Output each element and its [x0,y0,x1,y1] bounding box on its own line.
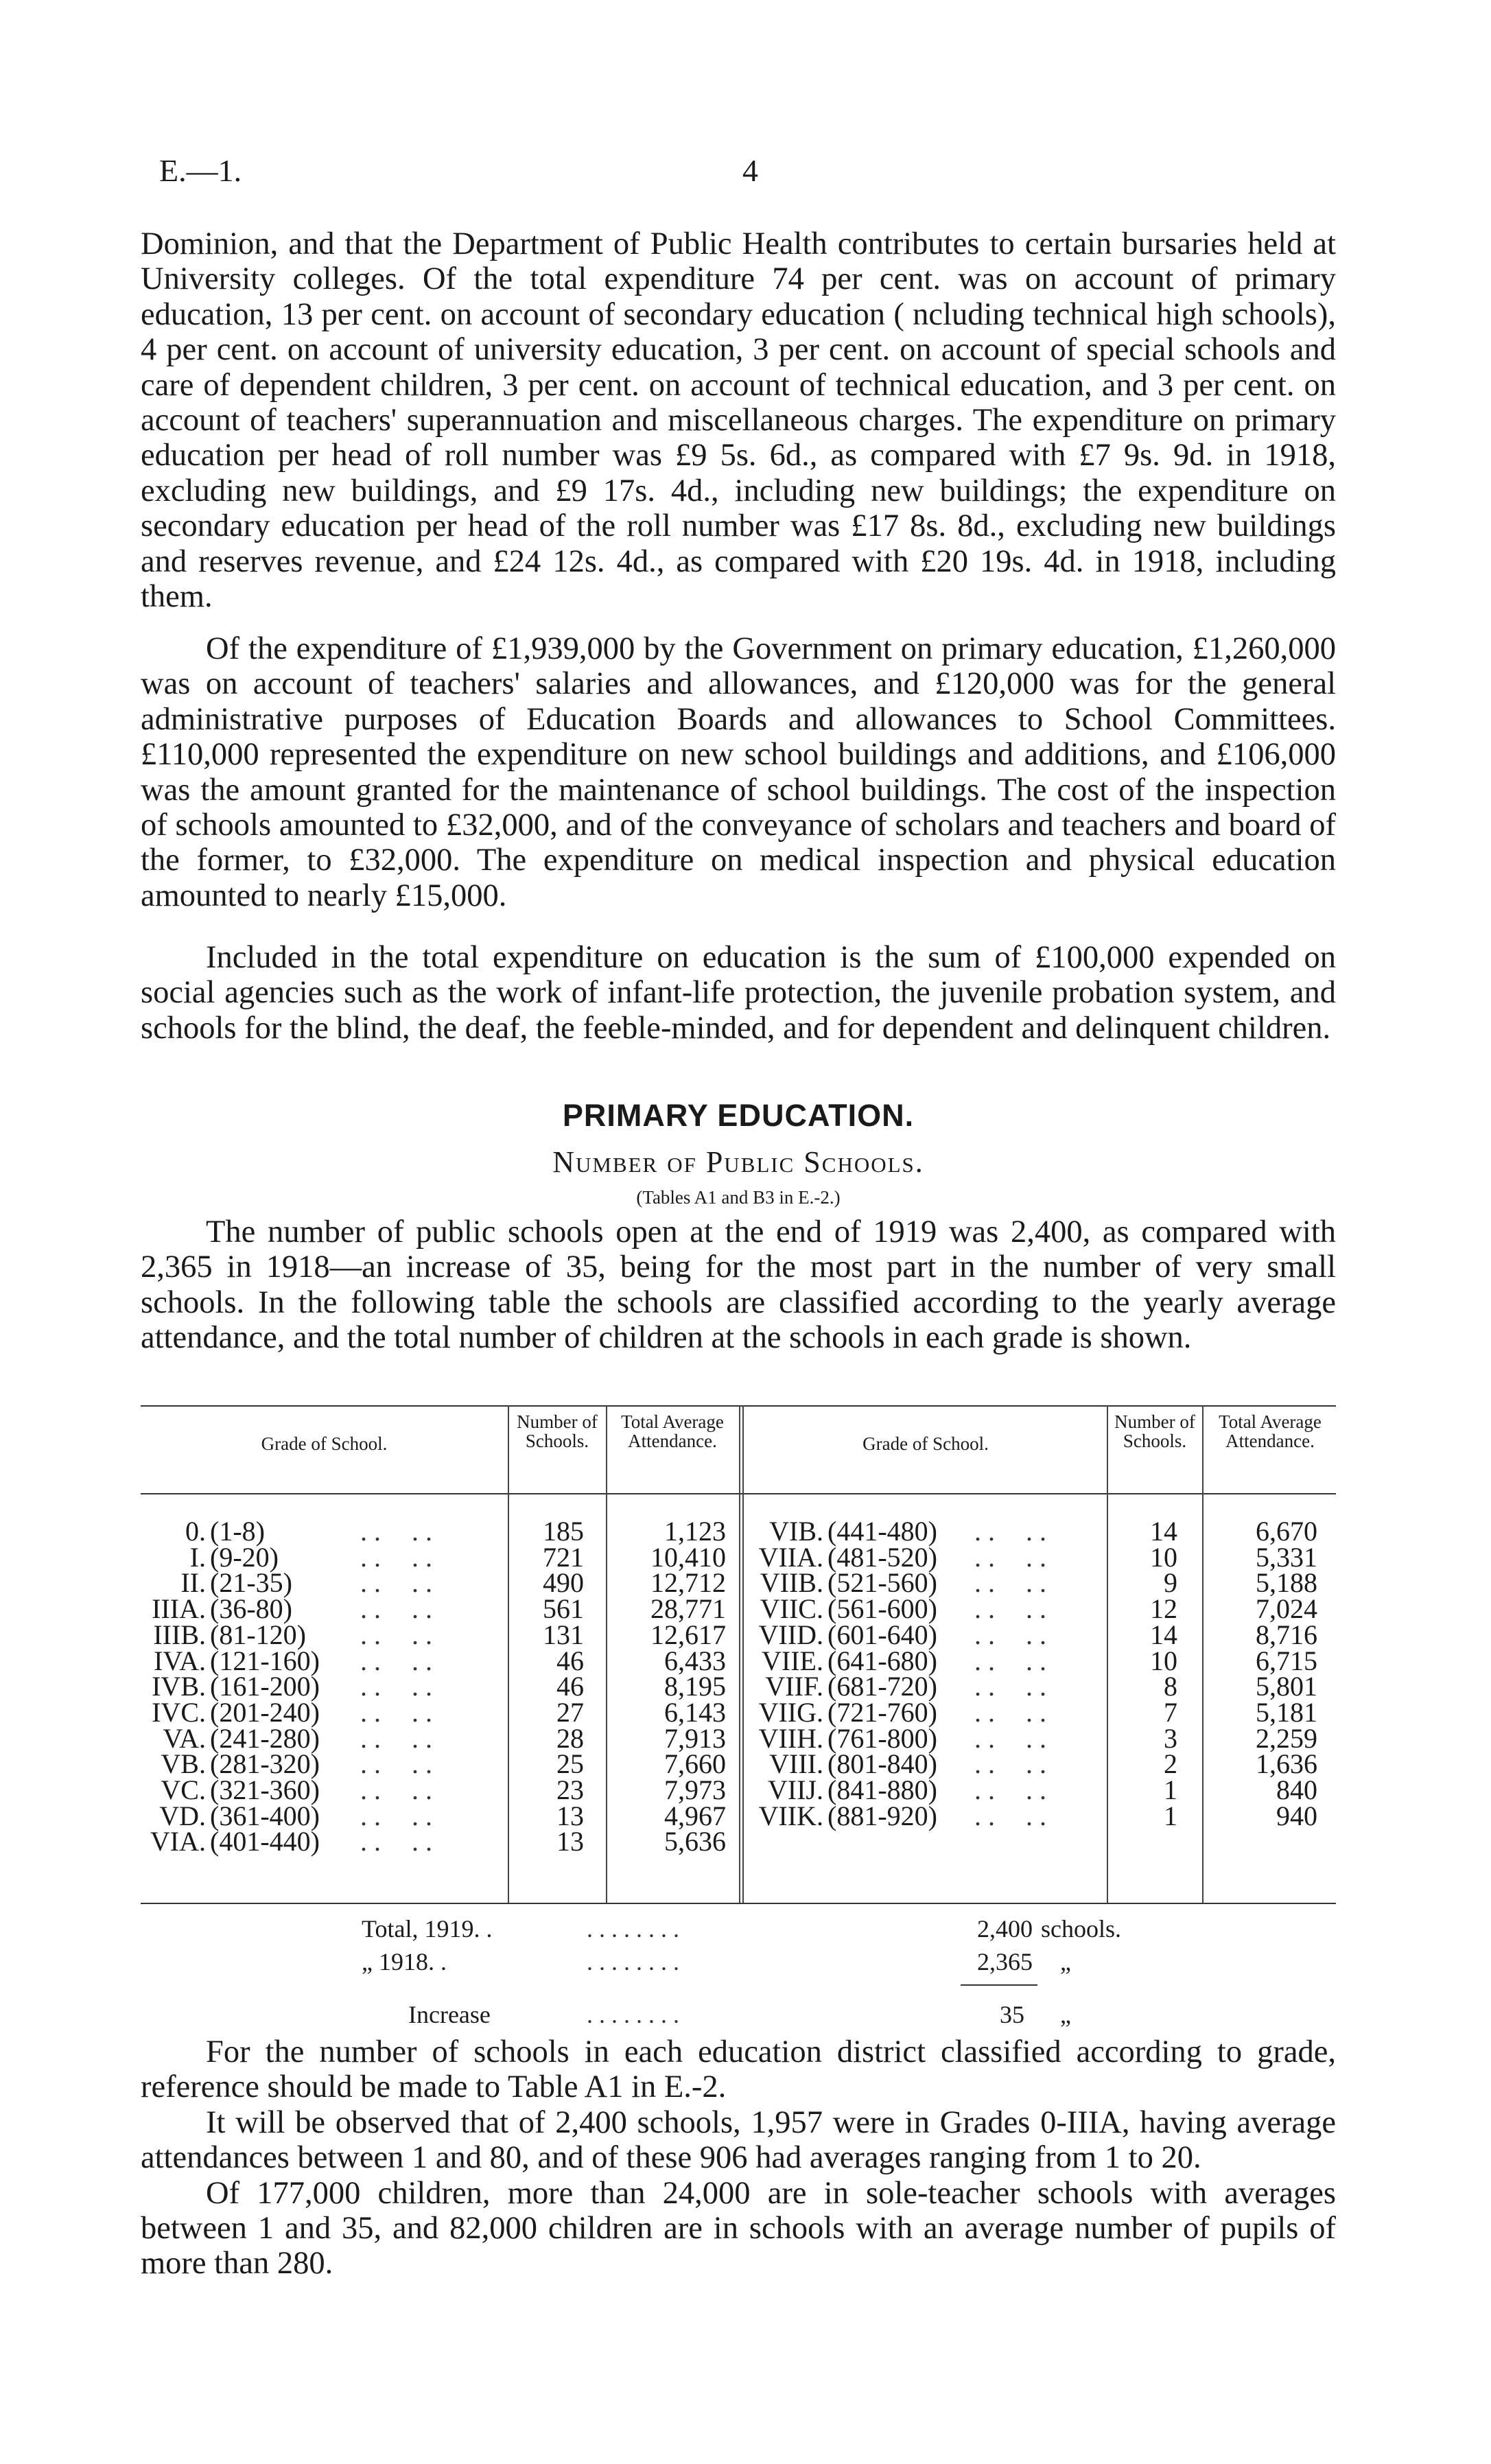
grade-range: (401-440) [210,1826,320,1857]
table-row [744,1645,1336,1676]
grade-code: VB. [161,1748,206,1780]
grade-code: VIII. [769,1748,823,1780]
grade-code: VD. [159,1800,206,1831]
leader-dots: . . [360,1671,381,1702]
number-of-schools: 1 [1164,1800,1177,1831]
leader-dots: . . [412,1593,432,1625]
table-row [744,1722,1336,1754]
closing-paragraphs [141,2034,1336,2281]
total-average-attendance: 6,715 [1256,1645,1317,1676]
grade-range: (521-560) [827,1567,937,1599]
number-of-schools: 46 [556,1671,584,1702]
total-1919-value: 2,400 [977,1915,1033,1943]
leader-dots: . . [974,1774,995,1805]
leader-dots: . . [412,1516,432,1547]
number-of-schools: 8 [1164,1671,1177,1702]
table-row [141,1722,739,1754]
paragraph-children-distribution: Of 177,000 children, more than 24,000 are in sole-teacher schools with averages between 1 and 35, and 82,000 children are in schools with an average number of pupils of more than 280. [141,2175,1336,2281]
table-row [141,1800,739,1831]
grade-code: VIIE. [762,1645,823,1676]
leader-dots: . . [974,1619,995,1650]
page-number: 4 [742,153,758,188]
table-row [744,1593,1336,1625]
total-average-attendance: 28,771 [650,1593,726,1625]
increase-unit: „ [1060,2001,1071,2028]
number-of-schools: 13 [556,1800,584,1831]
totals-rule [961,1984,1037,1986]
grade-code: VC. [161,1774,206,1805]
table-row [141,1619,739,1650]
grade-range: (121-160) [210,1645,320,1676]
number-of-schools: 13 [556,1826,584,1857]
number-of-schools: 25 [556,1748,584,1780]
total-1918-value: 2,365 [977,1948,1033,1975]
header-attendance-left: Total Average Attendance. [621,1411,724,1451]
leader-dots: . . [360,1722,381,1754]
total-1919-label: Total, 1919. . [362,1915,493,1943]
grade-code: VIIC. [760,1593,823,1625]
leader-dots: . . [412,1722,432,1754]
leader-dots: . . [1026,1645,1046,1676]
leader-dots: . . [974,1696,995,1728]
leader-dots: . . [412,1826,432,1857]
number-of-schools: 185 [543,1516,584,1547]
header-grade-right: Grade of School. [862,1433,989,1454]
grade-range: (801-840) [827,1748,937,1780]
grade-range: (561-600) [827,1593,937,1625]
grade-code: VIB. [769,1516,823,1547]
table-col-divider [739,1405,740,1903]
total-average-attendance: 5,188 [1256,1567,1317,1599]
leader-dots: . . [974,1748,995,1780]
leader-dots: . . [974,1516,995,1547]
leader-dots: . . [360,1541,381,1573]
paragraph-text: Included in the total expenditure on education is the sum of £100,000 expended on social agencies such as the work of infant-life protection, the juvenile probation system, and schools for the blind, the deaf, the feeble-minded, and for dependent and delinquent children. [141,940,1336,1046]
leader-dots: . . [974,1671,995,1702]
total-average-attendance: 10,410 [650,1541,726,1573]
leader-dots: . . [412,1800,432,1831]
leader-dots: . . [974,1567,995,1599]
grade-range: (721-760) [827,1696,937,1728]
leader-dots: . . [360,1696,381,1728]
table-row [141,1515,739,1547]
grade-range: (161-200) [210,1671,320,1702]
table-row [744,1541,1336,1573]
total-average-attendance: 1,123 [664,1516,726,1547]
grade-code: VA. [163,1722,206,1754]
leader-dots: . . [412,1619,432,1650]
number-of-schools: 131 [543,1619,584,1650]
leader-dots: . . [412,1774,432,1805]
document-code: E.—1. [159,153,242,188]
table-row [141,1748,739,1780]
header-grade-left: Grade of School. [261,1433,388,1454]
grade-code: VIIG. [758,1696,823,1728]
total-average-attendance: 7,913 [664,1722,726,1754]
leader-dots: . . [1026,1593,1046,1625]
grade-range: (601-640) [827,1619,937,1650]
paragraph-text: Dominion, and that the Department of Public Health contributes to certain bursaries held at University colleges. Of the total expenditure 74 per cent. was on account of primary education, 13 per cent. on account of secondary education ( ncluding technical high schools), 4 per cent. on account of university education, 3 per cent. on account of special schools and care of dependent children, 3 per cent. on account of technical education, and 3 per cent. on account of teachers' superannuation and miscellaneous charges. The expenditure on primary education per head of roll number was £9 5s. 6d., as compared with £7 9s. 9d. in 1918, excluding new buildings, and £9 17s. 4d., including new buildings; the expenditure on secondary education per head of the roll number was £17 8s. 8d., excluding new buildings and reserves revenue, and £24 12s. 4d., as compared with £20 19s. 4d. in 1918, including them. [141,226,1336,615]
grade-range: (761-800) [827,1722,937,1754]
leader-dots: . . [360,1774,381,1805]
leader-dots: . . [412,1671,432,1702]
paragraph-expenditure-breakdown [141,226,1336,614]
table-row [744,1619,1336,1650]
grade-range: (321-360) [210,1774,320,1805]
leader-dots: . . [1026,1516,1046,1547]
leader-dots: . . [360,1567,381,1599]
leader-dots: . . [974,1722,995,1754]
total-1919-unit: schools. [1041,1915,1121,1943]
section-subtitle: Number of Public Schools. [552,1145,924,1179]
total-average-attendance: 5,181 [1256,1696,1317,1728]
total-average-attendance: 2,259 [1256,1722,1317,1754]
number-of-schools: 46 [556,1645,584,1676]
total-average-attendance: 8,195 [664,1671,726,1702]
total-average-attendance: 7,660 [664,1748,726,1780]
paragraph-social-agencies [141,940,1336,1046]
total-average-attendance: 6,670 [1256,1516,1317,1547]
table-row [744,1670,1336,1702]
total-average-attendance: 12,712 [650,1567,726,1599]
grade-range: (281-320) [210,1748,320,1780]
table-row [744,1696,1336,1728]
leader-dots: . . [974,1645,995,1676]
grade-range: (9-20) [210,1541,279,1573]
grade-code: 0. [185,1516,206,1547]
table-row [744,1567,1336,1599]
table-row [141,1825,739,1857]
table-col-divider [742,1405,744,1903]
grade-code: VIIJ. [767,1774,823,1805]
number-of-schools: 561 [543,1593,584,1625]
leader-dots: . . [412,1696,432,1728]
total-average-attendance: 5,801 [1256,1671,1317,1702]
number-of-schools: 14 [1150,1516,1177,1547]
leader-dots: . . [1026,1567,1046,1599]
total-average-attendance: 4,967 [664,1800,726,1831]
leader-dots: . . [412,1541,432,1573]
leader-dots: . . [1026,1696,1046,1728]
table-row [141,1774,739,1805]
grade-range: (481-520) [827,1541,937,1573]
leader-dots: . . [360,1645,381,1676]
total-1918-leader: . . . . . . . . [587,1948,679,1975]
number-of-schools: 23 [556,1774,584,1805]
total-1919-leader: . . . . . . . . [587,1915,679,1943]
schools-grade-table [141,1405,1336,1906]
leader-dots: . . [1026,1619,1046,1650]
grade-range: (81-120) [210,1619,306,1650]
total-average-attendance: 5,331 [1256,1541,1317,1573]
number-of-schools: 1 [1164,1774,1177,1805]
total-average-attendance: 1,636 [1256,1748,1317,1780]
grade-code: VIA. [150,1826,206,1857]
table-row [141,1541,739,1573]
grade-range: (1-8) [210,1516,265,1547]
grade-range: (881-920) [827,1800,937,1831]
number-of-schools: 490 [543,1567,584,1599]
table-top-rule [141,1405,1336,1407]
leader-dots: . . [974,1541,995,1573]
total-1918-label: „ 1918. . [362,1948,447,1975]
leader-dots: . . [1026,1748,1046,1780]
table-row [744,1800,1336,1831]
increase-value: 35 [1000,2001,1024,2028]
grade-range: (21-35) [210,1567,292,1599]
grade-code: IVC. [152,1696,206,1728]
leader-dots: . . [1026,1774,1046,1805]
grade-code: VIIK. [758,1800,823,1831]
leader-dots: . . [412,1645,432,1676]
leader-dots: . . [360,1593,381,1625]
header-attendance-right: Total Average Attendance. [1219,1411,1322,1451]
table-row [141,1593,739,1625]
paragraph-reference-table: For the number of schools in each education district classified according to grade, reference should be made to Table A1 in E.-2. [141,2034,1336,2105]
table-row [744,1774,1336,1805]
table-row [141,1670,739,1702]
table-row [744,1748,1336,1780]
number-of-schools: 12 [1150,1593,1177,1625]
leader-dots: . . [974,1800,995,1831]
leader-dots: . . [1026,1541,1046,1573]
number-of-schools: 7 [1164,1696,1177,1728]
grade-code: I. [189,1541,206,1573]
total-1918-unit: „ [1060,1948,1071,1975]
total-average-attendance: 7,973 [664,1774,726,1805]
number-of-schools: 721 [543,1541,584,1573]
grade-range: (361-400) [210,1800,320,1831]
number-of-schools: 9 [1164,1567,1177,1599]
grade-code: VIIH. [758,1722,823,1754]
number-of-schools: 2 [1164,1748,1177,1780]
leader-dots: . . [412,1567,432,1599]
grade-code: VIIF. [765,1671,823,1702]
grade-code: IIIA. [152,1593,206,1625]
grade-range: (441-480) [827,1516,937,1547]
table-row [141,1696,739,1728]
leader-dots: . . [1026,1800,1046,1831]
grade-range: (241-280) [210,1722,320,1754]
paragraph-text: Of the expenditure of £1,939,000 by the Government on primary education, £1,260,000 was on account of teachers' salaries and allowances, and £120,000 was for the general administrative purposes of Education Boards and allowances to School Committees. £110,000 represented the expenditure on new school buildings and additions, and £106,000 was the amount granted for the maintenance of school buildings. The cost of the inspection of schools amounted to £32,000, and of the conveyance of scholars and teachers and board of the former, to £32,000. The expenditure on medical inspection and physical education amounted to nearly £15,000. [141,631,1336,913]
leader-dots: . . [1026,1722,1046,1754]
table-row [141,1567,739,1599]
section-reference: (Tables A1 and B3 in E.-2.) [636,1187,841,1208]
grade-range: (201-240) [210,1696,320,1728]
number-of-schools: 28 [556,1722,584,1754]
number-of-schools: 10 [1150,1645,1177,1676]
header-number-right: Number of Schools. [1114,1411,1195,1451]
leader-dots: . . [360,1619,381,1650]
paragraph-schools-count [141,1215,1336,1356]
total-average-attendance: 8,716 [1256,1619,1317,1650]
number-of-schools: 3 [1164,1722,1177,1754]
grade-range: (681-720) [827,1671,937,1702]
leader-dots: . . [360,1748,381,1780]
total-average-attendance: 840 [1276,1774,1317,1805]
leader-dots: . . [412,1748,432,1780]
increase-label: Increase [408,2001,491,2028]
grade-code: IIIB. [153,1619,206,1650]
header-number-left: Number of Schools. [517,1411,598,1451]
total-average-attendance: 6,433 [664,1645,726,1676]
total-average-attendance: 6,143 [664,1696,726,1728]
number-of-schools: 14 [1150,1619,1177,1650]
leader-dots: . . [360,1800,381,1831]
total-average-attendance: 12,617 [650,1619,726,1650]
grade-code: VIIA. [758,1541,823,1573]
grade-range: (641-680) [827,1645,937,1676]
number-of-schools: 27 [556,1696,584,1728]
number-of-schools: 10 [1150,1541,1177,1573]
leader-dots: . . [974,1593,995,1625]
paragraph-text: The number of public schools open at the end of 1919 was 2,400, as compared with 2,365 in 1918—an increase of 35, being for the most part in the number of very small schools. In the following table the schools are classified according to the yearly average attendance, and the total number of children at the schools in each grade is shown. [141,1215,1336,1356]
grade-code: VIIB. [760,1567,823,1599]
total-average-attendance: 5,636 [664,1826,726,1857]
increase-leader: . . . . . . . . [587,2001,679,2028]
leader-dots: . . [360,1826,381,1857]
table-bottom-rule [141,1903,1336,1904]
grade-code: II. [180,1567,206,1599]
page-header [159,152,1360,193]
paragraph-grades-observation: It will be observed that of 2,400 schools, 1,957 were in Grades 0-IIIA, having average attendances between 1 and 80, and of these 906 had averages ranging from 1 to 20. [141,2104,1336,2176]
grade-code: IVA. [154,1645,206,1676]
table-row [744,1515,1336,1547]
total-average-attendance: 7,024 [1256,1593,1317,1625]
total-average-attendance: 940 [1276,1800,1317,1831]
leader-dots: . . [1026,1671,1046,1702]
leader-dots: . . [360,1516,381,1547]
paragraph-government-expenditure [141,631,1336,913]
grade-range: (841-880) [827,1774,937,1805]
table-row [141,1645,739,1676]
grade-code: IVB. [152,1671,206,1702]
grade-range: (36-80) [210,1593,292,1625]
section-title: PRIMARY EDUCATION. [562,1098,915,1133]
grade-code: VIID. [758,1619,823,1650]
table-header-rule [141,1493,1336,1494]
